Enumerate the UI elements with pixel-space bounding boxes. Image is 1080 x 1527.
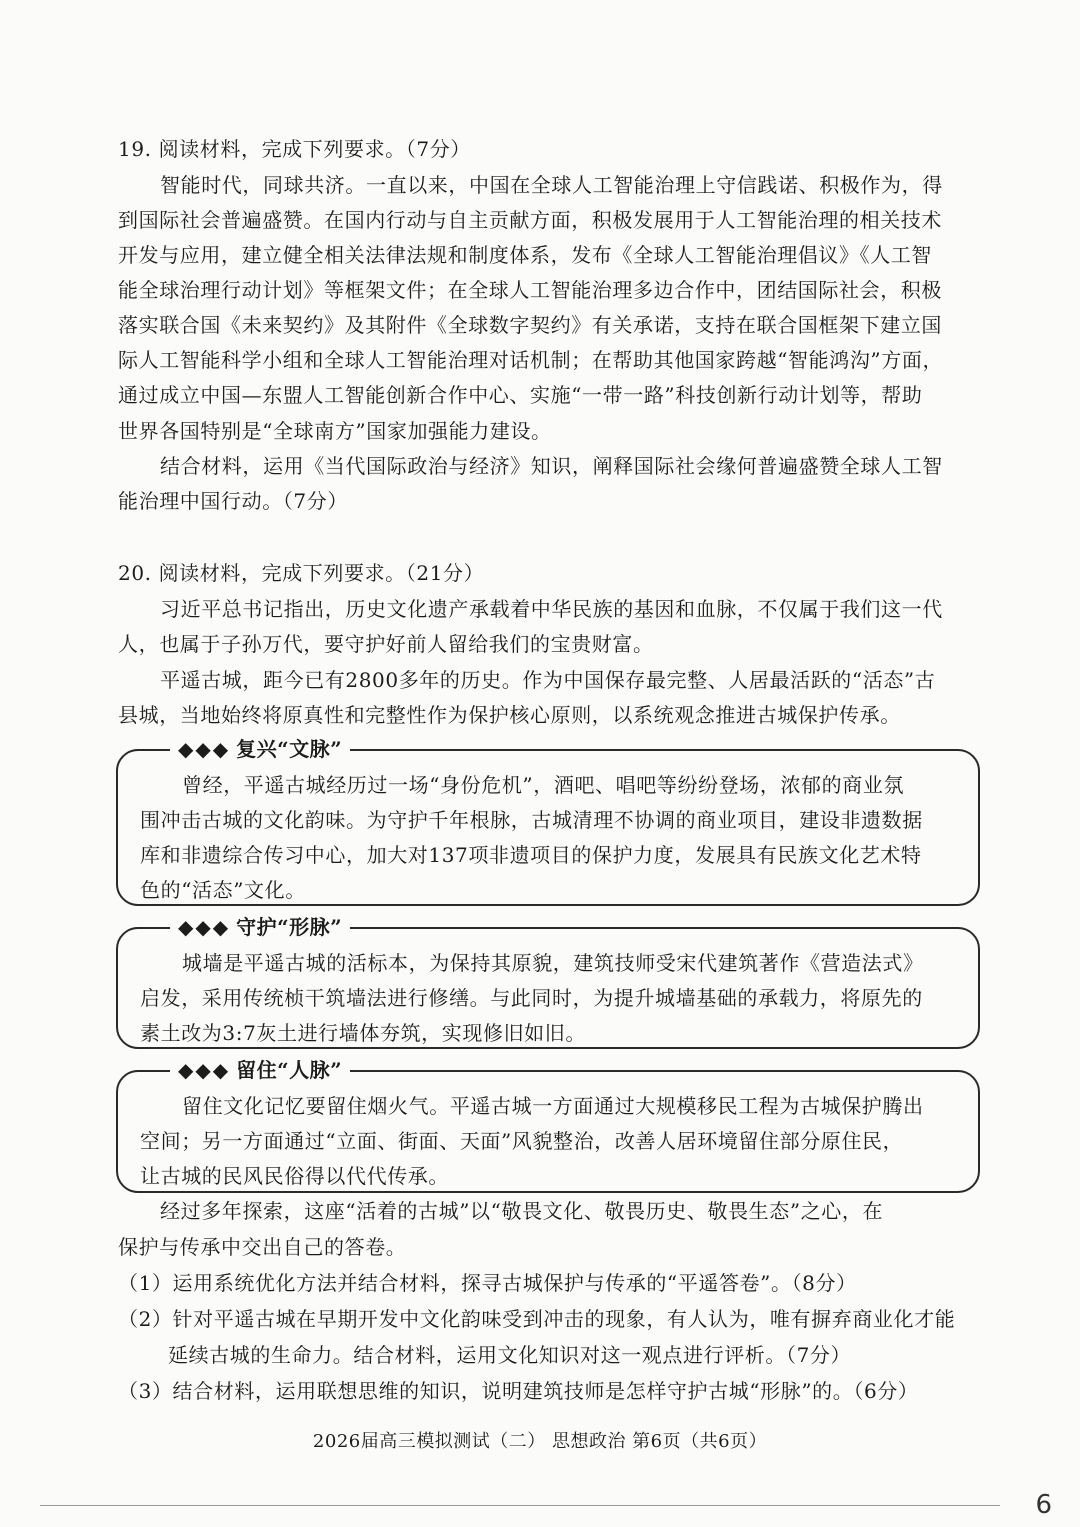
q20-intro-line: 县城，当地始终将原真性和完整性作为保护核心原则，以系统观念推进古城保护传承。	[118, 703, 901, 727]
question-20-heading: 20. 阅读材料，完成下列要求。（21分）	[118, 561, 485, 585]
box-line: 围冲击古城的文化韵味。为守护千年根脉，古城清理不协调的商业项目，建设非遗数据	[140, 808, 923, 832]
q19-material-line: 世界各国特别是“全球南方”国家加强能力建设。	[118, 419, 552, 443]
diamond-bullets-icon: ◆◆◆	[178, 737, 231, 761]
diamond-bullets-icon: ◆◆◆	[178, 915, 231, 939]
box-title-form	[170, 914, 350, 940]
q19-task-line: 结合材料，运用《当代国际政治与经济》知识，阐释国际社会缘何普遍盛赞全球人工智	[160, 454, 943, 478]
q19-material-line: 落实联合国《未来契约》及其附件《全球数字契约》有关承诺，支持在联合国框架下建立国	[118, 313, 942, 337]
q19-material-line: 智能时代，同球共济。一直以来，中国在全球人工智能治理上守信践诺、积极作为，得	[160, 173, 943, 197]
q20-closing-line: 经过多年探索，这座“活着的古城”以“敬畏文化、敬畏历史、敬畏生态”之心，在	[160, 1199, 884, 1223]
box-line: 城墙是平遥古城的活标本，为保持其原貌，建筑技师受宋代建筑著作《营造法式》	[182, 951, 924, 975]
page-number: 6	[1035, 1490, 1052, 1520]
q19-material-line: 开发与应用，建立健全相关法律法规和制度体系，发布《全球人工智能治理倡议》《人工智	[118, 243, 932, 267]
sub-question-3: （3）结合材料，运用联想思维的知识，说明建筑技师是怎样守护古城“形脉”的。（6分）	[118, 1379, 919, 1403]
box-line: 素土改为3:7灰土进行墙体夯筑，实现修旧如旧。	[140, 1021, 586, 1045]
box-line: 空间；另一方面通过“立面、街面、天面”风貌整治，改善人居环境留住部分原住民，	[140, 1129, 904, 1153]
box-title-culture	[170, 736, 350, 762]
box-title-people	[170, 1057, 350, 1083]
box-title-text: 留住“人脉”	[236, 1058, 343, 1082]
q20-intro-line: 平遥古城，距今已有2800多年的历史。作为中国保存最完整、人居最活跃的“活态”古	[160, 668, 936, 692]
q19-material-line: 通过成立中国—东盟人工智能创新合作中心、实施“一带一路”科技创新行动计划等，帮助	[118, 383, 923, 407]
sub-question-2-cont: 延续古城的生命力。结合材料，运用文化知识对这一观点进行评析。（7分）	[168, 1343, 852, 1367]
q19-material-line: 能全球治理行动计划》等框架文件；在全球人工智能治理多边合作中，团结国际社会，积极	[118, 278, 942, 302]
q19-material-line: 际人工智能科学小组和全球人工智能治理对话机制；在帮助其他国家跨越“智能鸿沟”方面，	[118, 348, 944, 372]
divider	[40, 1505, 1000, 1506]
box-title-text: 守护“形脉”	[236, 915, 343, 939]
diamond-bullets-icon: ◆◆◆	[178, 1058, 231, 1082]
page-footer: 2026届高三模拟测试（二） 思想政治 第6页（共6页）	[312, 1431, 768, 1452]
box-line: 让古城的民风民俗得以代代传承。	[140, 1164, 449, 1188]
q19-task-line: 能治理中国行动。（7分）	[118, 489, 348, 513]
question-19-heading: 19. 阅读材料，完成下列要求。（7分）	[118, 137, 471, 161]
box-line: 色的“活态”文化。	[140, 878, 306, 902]
sub-question-2: （2）针对平遥古城在早期开发中文化韵味受到冲击的现象，有人认为，唯有摒弃商业化才能	[118, 1307, 956, 1331]
q19-material-line: 到国际社会普遍盛赞。在国内行动与自主贡献方面，积极发展用于人工智能治理的相关技术	[118, 208, 942, 232]
sub-question-1: （1）运用系统优化方法并结合材料，探寻古城保护与传承的“平遥答卷”。（8分）	[118, 1271, 857, 1295]
q20-intro-line: 人，也属于子孙万代，要守护好前人留给我们的宝贵财富。	[118, 632, 654, 656]
box-line: 库和非遗综合传习中心，加大对137项非遗项目的保护力度，发展具有民族文化艺术特	[140, 843, 922, 867]
q20-intro-line: 习近平总书记指出，历史文化遗产承载着中华民族的基因和血脉，不仅属于我们这一代	[160, 597, 943, 621]
box-line: 启发，采用传统桢干筑墙法进行修缮。与此同时，为提升城墙基础的承载力，将原先的	[140, 986, 923, 1010]
box-line: 曾经，平遥古城经历过一场“身份危机”，酒吧、唱吧等纷纷登场，浓郁的商业氛	[182, 773, 905, 797]
box-title-text: 复兴“文脉”	[236, 737, 343, 761]
box-line: 留住文化记忆要留住烟火气。平遥古城一方面通过大规模移民工程为古城保护腾出	[182, 1094, 924, 1118]
q20-closing-line: 保护与传承中交出自己的答卷。	[118, 1235, 407, 1259]
